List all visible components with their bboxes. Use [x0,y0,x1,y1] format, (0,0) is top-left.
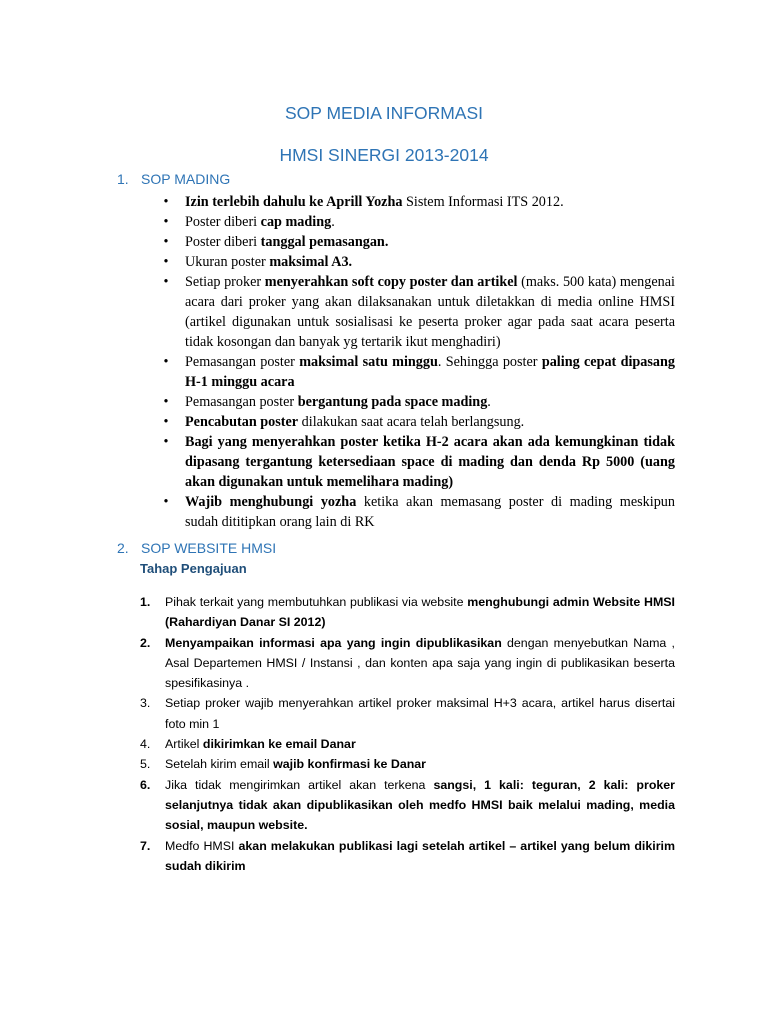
list-item [160,192,675,212]
bold-text: bergantung pada space mading [297,394,488,410]
list-number: 4. [140,737,151,752]
bullet-icon: • [163,394,169,410]
list-item [160,392,675,412]
text: Pemasangan poster [185,354,300,370]
list-item [140,633,675,694]
text: Ukuran poster [185,254,270,270]
list-number: 5. [140,757,151,772]
bullet-icon: • [163,274,169,290]
section-2-subheading: Tahap Pengajuan [140,561,247,576]
text: ketika akan memasang poster di mading meskipun sudah dititipkan orang lain di RK [185,494,675,530]
bold-text: cap mading [260,214,332,230]
bold-text: akan melakukan publikasi lagi setelah artikel – artikel yang belum dikirim sudah dikirim [165,838,675,873]
bold-text: Wajib menghubungi yozha [185,494,357,510]
section-1-heading [117,172,230,186]
text: Setelah kirim email [165,757,274,772]
bold-text: maksimal A3. [269,254,353,270]
section-1-number: 1. [117,171,129,187]
list-item [160,272,675,352]
bold-text: Izin terlebih dahulu ke Aprill Yozha [185,194,403,210]
bullet-icon: • [163,254,169,270]
text: . [331,214,335,230]
text: Setiap proker wajib menyerahkan artikel proker maksimal H+3 acara, artikel harus disertai foto min 1 [165,696,675,731]
text: . [487,394,491,410]
document-subtitle: HMSI SINERGI 2013-2014 [279,145,489,165]
bold-text: menyerahkan soft copy poster dan artikel [264,274,518,290]
bold-text: maksimal satu minggu [299,354,438,370]
section-2-title: SOP WEBSITE HMSI [141,540,277,556]
list-item [160,212,675,232]
list-item [140,592,675,633]
section-1-title: SOP MADING [141,171,231,187]
bold-text: tanggal pemasangan. [260,234,389,250]
list-number: 1. [140,595,151,609]
bold-text: wajib konfirmasi ke Danar [273,757,426,772]
bold-text: dikirimkan ke email Danar [202,737,356,752]
list-number: 2. [140,635,151,650]
bullet-icon: • [163,434,169,450]
list-item [160,352,675,392]
text: (maks. 500 kata) mengenai acara dari proker yang akan dilaksanakan untuk diletakkan di media online HMSI (artikel digunakan untuk sosialisasi ke peserta proker agar pada saat acara peserta tidak kosongan dan banyak yg tertarik ikut menghadiri) [185,274,675,350]
bold-text: Bagi yang menyerahkan poster ketika H-2 acara akan ada kemungkinan tidak dipasang tergantung ketersediaan space di mading dan denda Rp 5000 (uang akan digunakan untuk memelihara mading) [185,434,675,490]
bullet-icon: • [163,494,169,510]
bullet-icon: • [163,414,169,430]
list-number: 7. [140,838,151,853]
document-title: SOP MEDIA INFORMASI [284,103,484,123]
list-item [160,432,675,492]
text: Medfo HMSI [165,838,239,853]
list-number: 3. [140,696,151,711]
text: Sistem Informasi ITS 2012. [402,194,564,210]
list-item [160,252,675,272]
bold-text: menghubungi admin Website HMSI (Rahardiyan Danar SI 2012) [165,595,675,630]
text: Setiap proker [185,274,265,290]
mading-rules-list [160,192,675,532]
list-item [140,693,675,734]
list-item [140,754,675,774]
text: Pemasangan poster [185,394,298,410]
list-item [160,412,675,432]
bold-text: Pencabutan poster [185,414,299,430]
bold-text: Menyampaikan informasi apa yang ingin dipublikasikan [165,635,502,650]
text: Poster diberi [185,214,261,230]
website-steps-list [140,592,675,876]
text: dengan menyebutkan Nama , Asal Departemen HMSI / Instansi , dan konten apa saja yang ingin di publikasikan beserta spesifikasinya . [165,635,675,691]
text: . Sehingga poster [437,354,542,370]
text: Poster diberi [185,234,261,250]
text: Pihak terkait yang membutuhkan publikasi via website [165,595,468,609]
list-item [140,734,675,754]
bullet-icon: • [163,234,169,250]
section-2-heading [117,541,276,555]
list-item [140,836,675,877]
bold-text: sangsi, 1 kali: teguran, 2 kali: proker selanjutnya tidak akan dipublikasikan oleh medfo HMSI baik melalui mading, media sosial, maupun website. [165,777,675,833]
list-item [140,775,675,836]
list-number: 6. [140,777,151,792]
text: Artikel [165,737,203,752]
bold-text: paling cepat dipasang H-1 minggu acara [185,354,676,390]
section-2-number: 2. [117,540,129,556]
text: Jika tidak mengirimkan artikel akan terkena [165,777,434,792]
list-item [160,232,675,252]
bullet-icon: • [163,214,169,230]
list-item [160,492,675,532]
bullet-icon: • [163,354,169,370]
text: dilakukan saat acara telah berlangsung. [298,414,525,430]
bullet-icon: • [163,194,169,210]
